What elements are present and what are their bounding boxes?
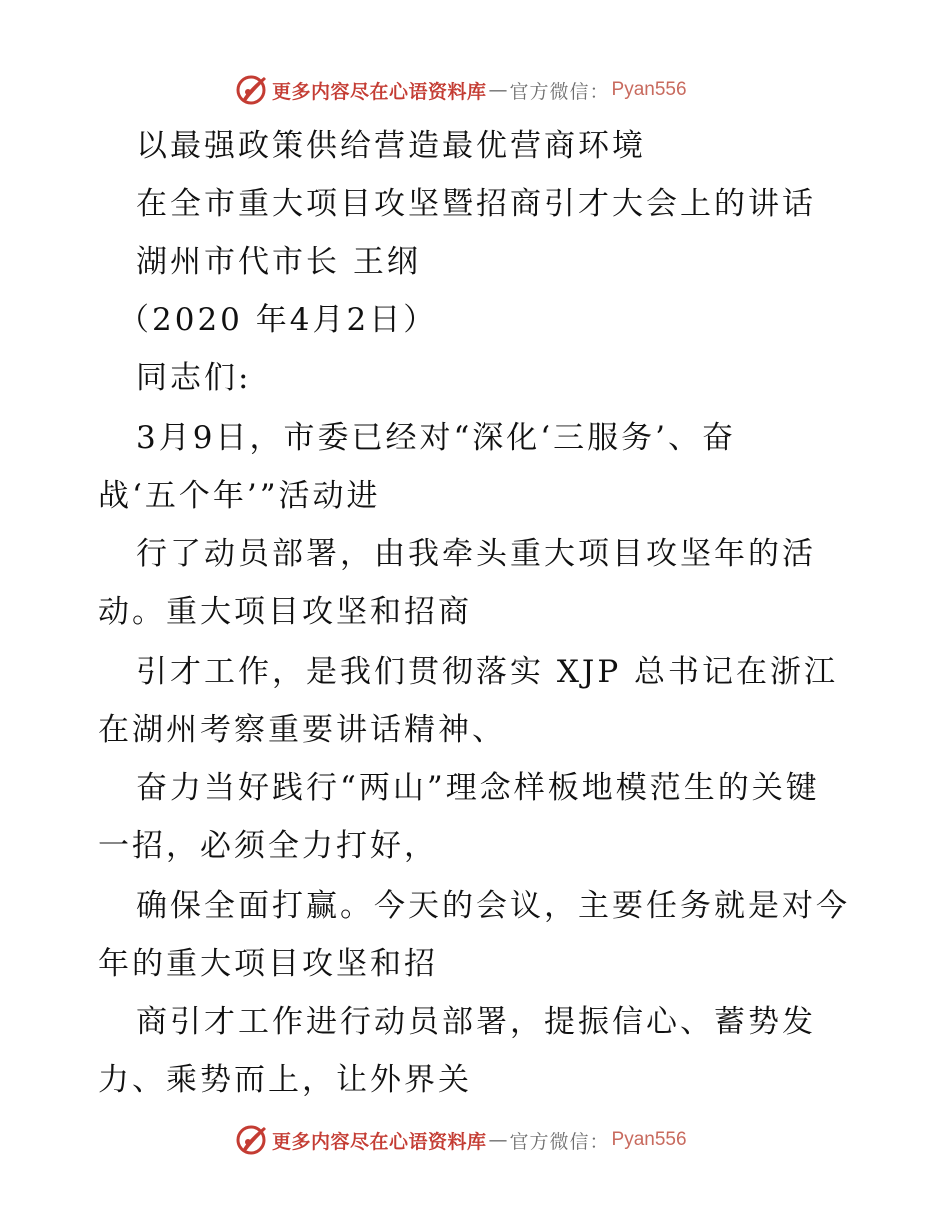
body-line: 力、乘势而上，让外界关	[98, 1062, 472, 1098]
watermark-handle: Pyan556	[611, 1129, 687, 1150]
watermark-dash: —	[488, 79, 508, 101]
body-line: 商引才工作进行动员部署，提振信心、蓄势发	[136, 1004, 816, 1040]
body-line: 引才工作，是我们贯彻落实 XJP 总书记在浙江	[136, 654, 839, 690]
document-greeting: 同志们:	[136, 360, 252, 396]
body-line: 动。重大项目攻坚和招商	[98, 594, 472, 630]
body-line: 行了动员部署，由我牵头重大项目攻坚年的活	[136, 536, 816, 572]
body-line: 奋力当好践行“两山”理念样板地模范生的关键	[136, 770, 820, 806]
footer-watermark	[234, 1123, 687, 1157]
body-line: 年的重大项目攻坚和招	[98, 946, 438, 982]
body-line: 一招，必须全力打好，	[98, 828, 438, 864]
header-watermark	[234, 73, 687, 107]
watermark-official-text: 官方微信：	[509, 80, 610, 103]
watermark-brand-text: 更多内容尽在心语资料库	[272, 80, 487, 103]
watermark-official-text: 官方微信：	[509, 1130, 610, 1153]
watermark-brand-text: 更多内容尽在心语资料库	[272, 1130, 487, 1153]
document-speaker: 湖州市代市长 王纲	[136, 244, 421, 280]
document-title: 以最强政策供给营造最优营商环境	[136, 128, 646, 164]
body-line: 战‘五个年’”活动进	[98, 478, 381, 514]
body-line: 确保全面打赢。今天的会议，主要任务就是对今	[136, 888, 850, 924]
document-date: （2020 年4月2日）	[118, 302, 438, 338]
document-subtitle: 在全市重大项目攻坚暨招商引才大会上的讲话	[136, 186, 816, 222]
watermark-handle: Pyan556	[611, 79, 687, 100]
ink-brush-logo-icon	[234, 73, 268, 107]
body-line: 在湖州考察重要讲话精神、	[98, 712, 506, 748]
ink-brush-logo-icon	[234, 1123, 268, 1157]
body-line: 3月9日，市委已经对“深化‘三服务’、奋	[136, 420, 737, 456]
watermark-dash: —	[488, 1129, 508, 1151]
